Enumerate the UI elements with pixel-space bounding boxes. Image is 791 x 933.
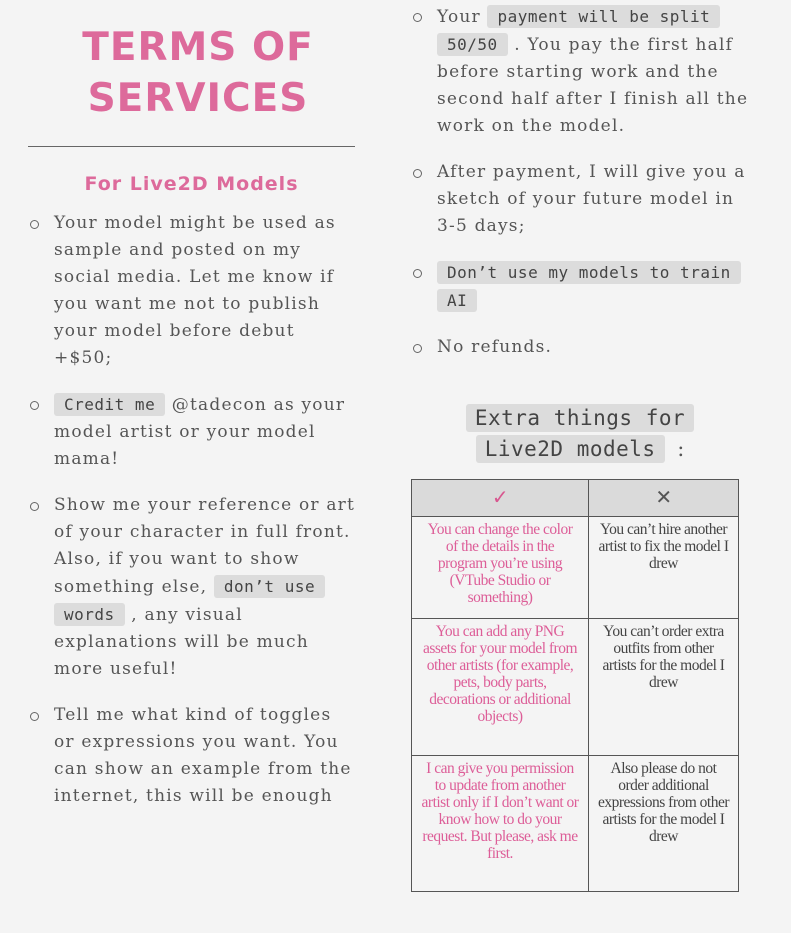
list-item (28, 210, 356, 372)
term-text: Show me your reference or art of your character in full front. Also, if you want to show something else, (54, 495, 356, 597)
allowed-cell: I can give you permission to update from another artist only if I don’t want or know how to do your request. But please, ask me first. (412, 756, 589, 892)
check-icon: ✓ (412, 480, 589, 517)
subtitle: For Live2D Models (84, 173, 299, 195)
extras-heading (440, 403, 720, 465)
table-row (412, 619, 739, 756)
list-item (28, 492, 356, 683)
right-terms-list (411, 3, 751, 380)
bullet-circle-icon (413, 13, 422, 22)
list-item (28, 391, 356, 473)
list-item (411, 3, 751, 140)
not-allowed-cell: You can’t order extra outfits from other artists for the model I drew (589, 619, 739, 756)
allowed-cell: You can change the color of the details in the program you’re using (VTube Studio or something) (412, 517, 589, 619)
page-title (28, 22, 368, 124)
table-row (412, 756, 739, 892)
list-item (411, 159, 751, 240)
term-text: Your model might be used as sample and posted on my social media. Let me know if you want me not to publish your model before debut +$50; (54, 213, 336, 368)
allowed-cell: You can add any PNG assets for your model from other artists (for example, pets, body parts, decorations or additional objects) (412, 619, 589, 756)
term-text: After payment, I will give you a sketch of your future model in 3-5 days; (437, 162, 746, 236)
code-chip: Credit me (54, 393, 165, 416)
bullet-circle-icon (413, 344, 422, 353)
term-text: @tadecon as your model artist or your model mama! (54, 395, 346, 469)
title-divider (28, 146, 355, 147)
bullet-circle-icon (30, 401, 39, 410)
list-item (28, 702, 356, 810)
bullet-circle-icon (413, 169, 422, 178)
extras-colon: : (677, 437, 685, 461)
list-item (411, 259, 751, 315)
bullet-circle-icon (413, 269, 422, 278)
term-text: Tell me what kind of toggles or expressions you want. You can show an example from the internet, this will be enough (54, 705, 352, 806)
code-chip: Extra things for Live2D models (466, 404, 694, 463)
cross-icon: ✕ (589, 480, 739, 517)
code-chip: Don’t use my models to train AI (437, 261, 741, 312)
term-text: , any visual explanations will be much more useful! (54, 605, 309, 679)
term-text: No refunds. (437, 337, 553, 357)
bullet-circle-icon (30, 502, 39, 511)
bullet-circle-icon (30, 712, 39, 721)
title-line-1: TERMS OF (82, 25, 314, 70)
title-line-2: SERVICES (87, 76, 309, 121)
code-chip: payment will be split 50/50 (437, 5, 720, 56)
table-header-row (412, 480, 739, 517)
code-chip: don’t use words (54, 575, 325, 626)
not-allowed-cell: Also please do not order additional expressions from other artists for the model I drew (589, 756, 739, 892)
term-text: . You pay the first half before starting work and the second half after I finish all the work on the model. (437, 35, 749, 136)
allowed-vs-not-allowed-table (411, 479, 739, 892)
not-allowed-cell: You can’t hire another artist to fix the model I drew (589, 517, 739, 619)
bullet-circle-icon (30, 220, 39, 229)
table-row (412, 517, 739, 619)
list-item (411, 334, 751, 361)
term-text: Your (437, 7, 488, 27)
left-terms-list (28, 210, 356, 829)
